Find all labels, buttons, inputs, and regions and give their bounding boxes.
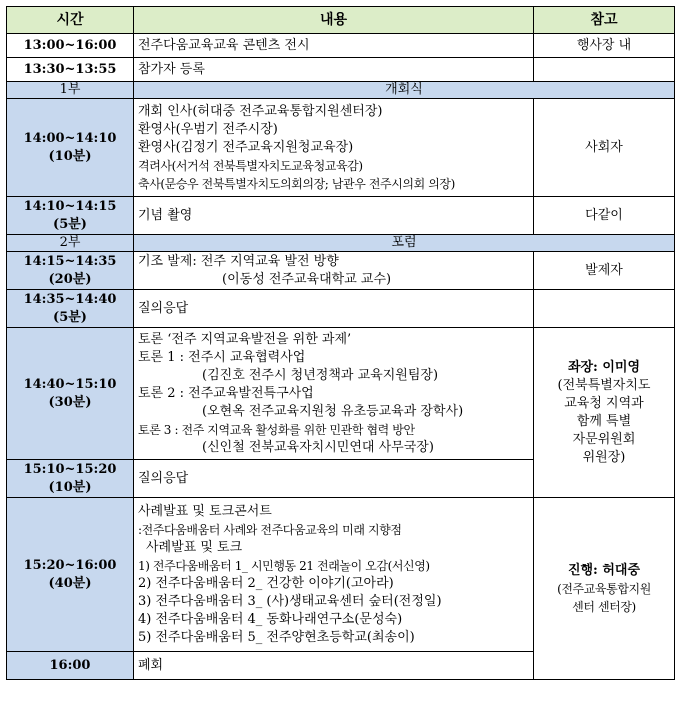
content-line: 토론 2 : 전주교육발전특구사업 (138, 385, 314, 401)
section-row-part2 (7, 235, 675, 252)
content-line: 사례발표 및 토크 (146, 539, 243, 555)
note-cell: 다같이 (534, 197, 675, 235)
time-cell: 16:00 (7, 652, 134, 680)
content-line: :전주다움배움터 사례와 전주다움교육의 미래 지향점 (138, 522, 402, 537)
time-cell: 14:10~14:15 (5분) (7, 197, 134, 235)
note-cell: 사회자 (534, 99, 675, 197)
time-cell: 13:30~13:55 (7, 58, 134, 82)
content-line: 4) 전주다움배움터 4_ 동화나래연구소(문성숙) (138, 611, 403, 627)
schedule-row (7, 34, 675, 58)
schedule-row (7, 197, 675, 235)
content-line: 환영사(우범기 전주시장) (138, 121, 278, 137)
content-cell: 기념 촬영 (134, 197, 534, 235)
schedule-row (7, 328, 675, 460)
schedule-row (7, 58, 675, 82)
note-cell: 발제자 (534, 252, 675, 290)
content-line: 격려사(서거석 전북특별자치도교육청교육감) (138, 158, 363, 173)
schedule-row (7, 252, 675, 290)
content-line: 1) 전주다움배움터 1_ 시민행동 21 전래놀이 오감(서신영) (138, 558, 430, 573)
note-cell-host: 진행: 허대중 (전주교육통합지원 센터 센터장) (534, 498, 675, 680)
note-cell (534, 290, 675, 328)
schedule-row (7, 99, 675, 197)
content-line: 축사(문승우 전북특별자치도의회의장; 남관우 전주시의회 의장) (138, 176, 455, 191)
content-line: 토론 ‘전주 지역교육발전을 위한 과제’ (138, 331, 352, 347)
content-line: (이동성 전주교육대학교 교수) (222, 271, 392, 287)
note-cell: 행사장 내 (534, 34, 675, 58)
time-cell: 13:00~16:00 (7, 34, 134, 58)
host-title: 진행: 허대중 (567, 562, 641, 578)
header-time: 시간 (7, 7, 134, 34)
header-row (7, 7, 675, 34)
section-part: 2부 (7, 235, 134, 252)
content-cell: 질의응답 (134, 460, 534, 498)
section-row-part1 (7, 82, 675, 99)
time-cell: 15:20~16:00 (40분) (7, 498, 134, 652)
content-cell: 질의응답 (134, 290, 534, 328)
schedule-row (7, 290, 675, 328)
time-cell: 14:15~14:35 (20분) (7, 252, 134, 290)
content-line: (신인철 전북교육자치시민연대 사무국장) (202, 439, 434, 455)
time-cell: 15:10~15:20 (10분) (7, 460, 134, 498)
time-cell: 14:35~14:40 (5분) (7, 290, 134, 328)
header-note: 참고 (534, 7, 675, 34)
content-cell (134, 252, 534, 290)
content-cell: 참가자 등록 (134, 58, 534, 82)
content-cell (134, 498, 534, 652)
content-cell: 전주다움교육교육 콘텐츠 전시 (134, 34, 534, 58)
program-schedule-table (6, 6, 675, 680)
content-line: 토론 3 : 전주 지역교육 활성화를 위한 민관학 협력 방안 (138, 422, 415, 437)
section-title: 포럼 (134, 235, 675, 252)
content-line: 사례발표 및 토크콘서트 (138, 503, 272, 519)
content-line: (김진호 전주시 청년정책과 교육지원팀장) (202, 367, 439, 383)
content-line: 토론 1 : 전주시 교육협력사업 (138, 349, 306, 365)
content-line: 3) 전주다움배움터 3_ (사)생태교육센터 숲터(전정일) (138, 593, 442, 609)
header-content: 내용 (134, 7, 534, 34)
content-line: 2) 전주다움배움터 2_ 건강한 이야기(고아라) (138, 575, 394, 591)
content-cell: 폐회 (134, 652, 534, 680)
moderator-title: 좌장: 이미영 (567, 359, 641, 375)
section-title: 개회식 (134, 82, 675, 99)
note-cell-moderator: 좌장: 이미영 (전북특별자치도 교육청 지역과 함께 특별 자문위원회 위원장) (534, 328, 675, 498)
time-cell: 14:00~14:10 (10분) (7, 99, 134, 197)
content-line: 기조 발제: 전주 지역교육 발전 방향 (138, 253, 339, 269)
content-line: 개회 인사(허대중 전주교육통합지원센터장) (138, 103, 383, 119)
content-cell (134, 328, 534, 460)
time-cell: 14:40~15:10 (30분) (7, 328, 134, 460)
content-cell (134, 99, 534, 197)
content-line: (오현옥 전주교육지원청 유초등교육과 장학사) (202, 403, 464, 419)
content-line: 5) 전주다움배움터 5_ 전주양현초등학교(최송이) (138, 629, 415, 645)
schedule-row (7, 498, 675, 652)
note-cell (534, 58, 675, 82)
content-line: 환영사(김정기 전주교육지원청교육장) (138, 139, 354, 155)
section-part: 1부 (7, 82, 134, 99)
